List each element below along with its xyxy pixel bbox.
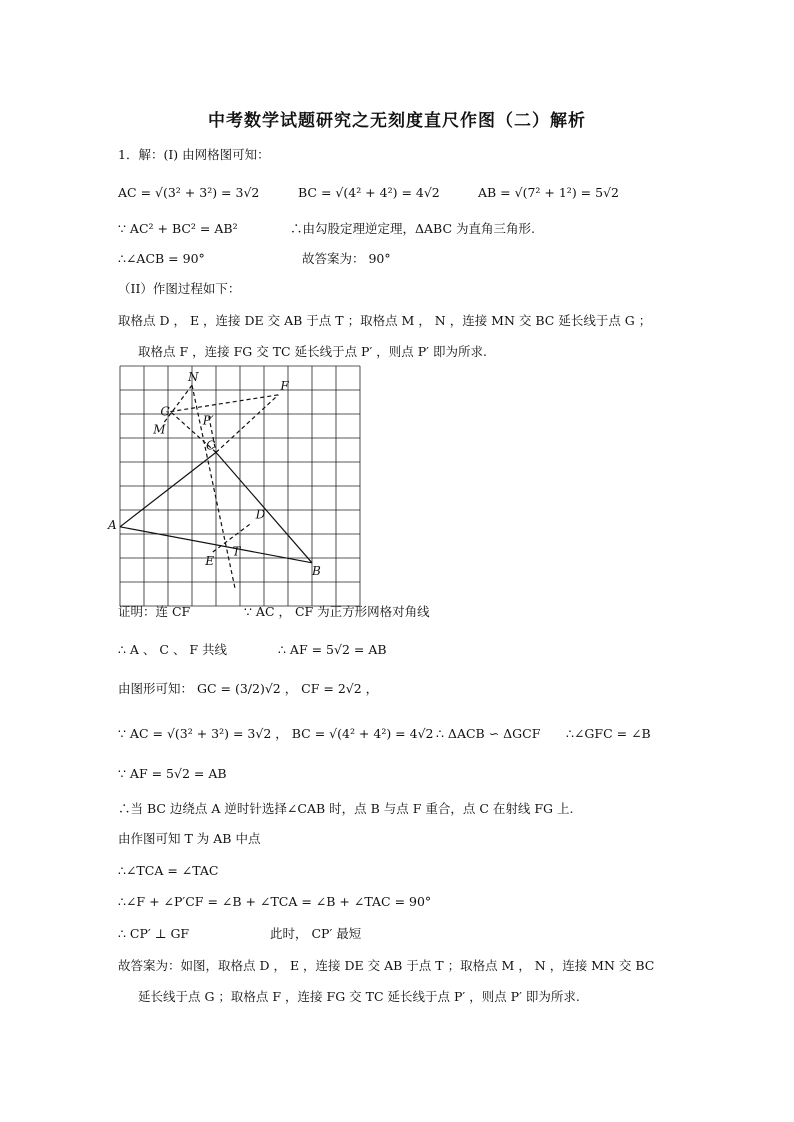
sum-of-squares: ∵ AC² + BC² = AB² <box>118 221 238 236</box>
page-title: 中考数学试题研究之无刻度直尺作图（二）解析 <box>208 111 586 131</box>
ac-length: AC = √(3² + 3²) = 3√2 <box>118 185 260 200</box>
bc-length: BC = √(4² + 4²) = 4√2 <box>298 185 440 200</box>
segment-cf <box>216 395 278 453</box>
segment-de <box>211 524 249 553</box>
point-label-t: T <box>232 544 241 559</box>
point-label-d: D <box>255 507 266 522</box>
angle-gfc: ∴∠GFC = ∠B <box>566 726 651 741</box>
point-label-n: N <box>188 370 199 385</box>
answer-part1: 故答案为： 90° <box>302 251 391 266</box>
solution-intro: 1．解：(I) 由网格图可知： <box>118 147 270 162</box>
shortest-statement: 此时， CP′ 最短 <box>270 926 362 941</box>
af-equals-ab-again: ∵ AF = 5√2 = AB <box>118 766 227 781</box>
rotation-statement: ∴当 BC 边绕点 A 逆时针选择∠CAB 时，点 B 与点 F 重合，点 C 在射线 FG 上. <box>118 801 574 816</box>
proof-diagonal-reason: ∵ AC ， CF 为正方形网格对角线 <box>244 604 430 619</box>
point-label-c: C <box>206 438 216 453</box>
af-equals-ab: ∴ AF = 5√2 = AB <box>278 642 387 657</box>
ac-bc-lengths: ∵ AC = √(3² + 3²) = 3√2 ， BC = √(4² + 4²) = 4√2 <box>118 726 434 741</box>
point-label-e: E <box>205 554 214 569</box>
proof-start: 证明：连 CF <box>118 604 191 619</box>
perpendicular-statement: ∴ CP′ ⊥ GF <box>118 926 190 941</box>
angle-acb: ∴∠ACB = 90° <box>118 251 205 266</box>
grid-lines <box>120 366 360 606</box>
point-label-m: M <box>153 422 166 437</box>
point-label-p: P′ <box>202 413 214 428</box>
collinear-statement: ∴ A 、 C 、 F 共线 <box>118 642 228 657</box>
gc-cf-lengths: 由图形可知： GC = (3/2)√2 ， CF = 2√2 ， <box>118 681 379 696</box>
point-label-g: G <box>160 404 170 419</box>
similar-triangles: ∴ ΔACB ∽ ΔGCF <box>436 726 541 741</box>
ab-length: AB = √(7² + 1²) = 5√2 <box>478 185 619 200</box>
point-labels <box>107 370 321 578</box>
pythagoras-conclusion: ∴由勾股定理逆定理，ΔABC 为直角三角形. <box>290 221 535 236</box>
final-answer-a: 故答案为：如图，取格点 D ， E ，连接 DE 交 AB 于点 T ；取格点 M ， N ，连接 MN 交 BC <box>118 958 655 973</box>
construction-steps-b: 取格点 F ，连接 FG 交 TC 延长线于点 P′ ，则点 P′ 即为所求. <box>138 344 487 359</box>
grid-figure <box>108 365 369 591</box>
angle-sum: ∴∠F + ∠P′CF = ∠B + ∠TCA = ∠B + ∠TAC = 90° <box>118 894 432 909</box>
point-label-b: B <box>312 563 321 578</box>
final-answer-b: 延长线于点 G ；取格点 F ，连接 FG 交 TC 延长线于点 P′ ，则点 P′ 即为所求. <box>138 989 580 1004</box>
point-label-a: A <box>108 517 117 532</box>
midpoint-statement: 由作图可知 T 为 AB 中点 <box>118 831 261 846</box>
part2-heading: （II）作图过程如下： <box>118 281 241 296</box>
point-label-f: F <box>280 378 289 393</box>
angle-tca: ∴∠TCA = ∠TAC <box>118 863 219 878</box>
construction-steps-a: 取格点 D ， E ，连接 DE 交 AB 于点 T ；取格点 M ， N ，连接 MN 交 BC 延长线于点 G ； <box>118 313 652 328</box>
